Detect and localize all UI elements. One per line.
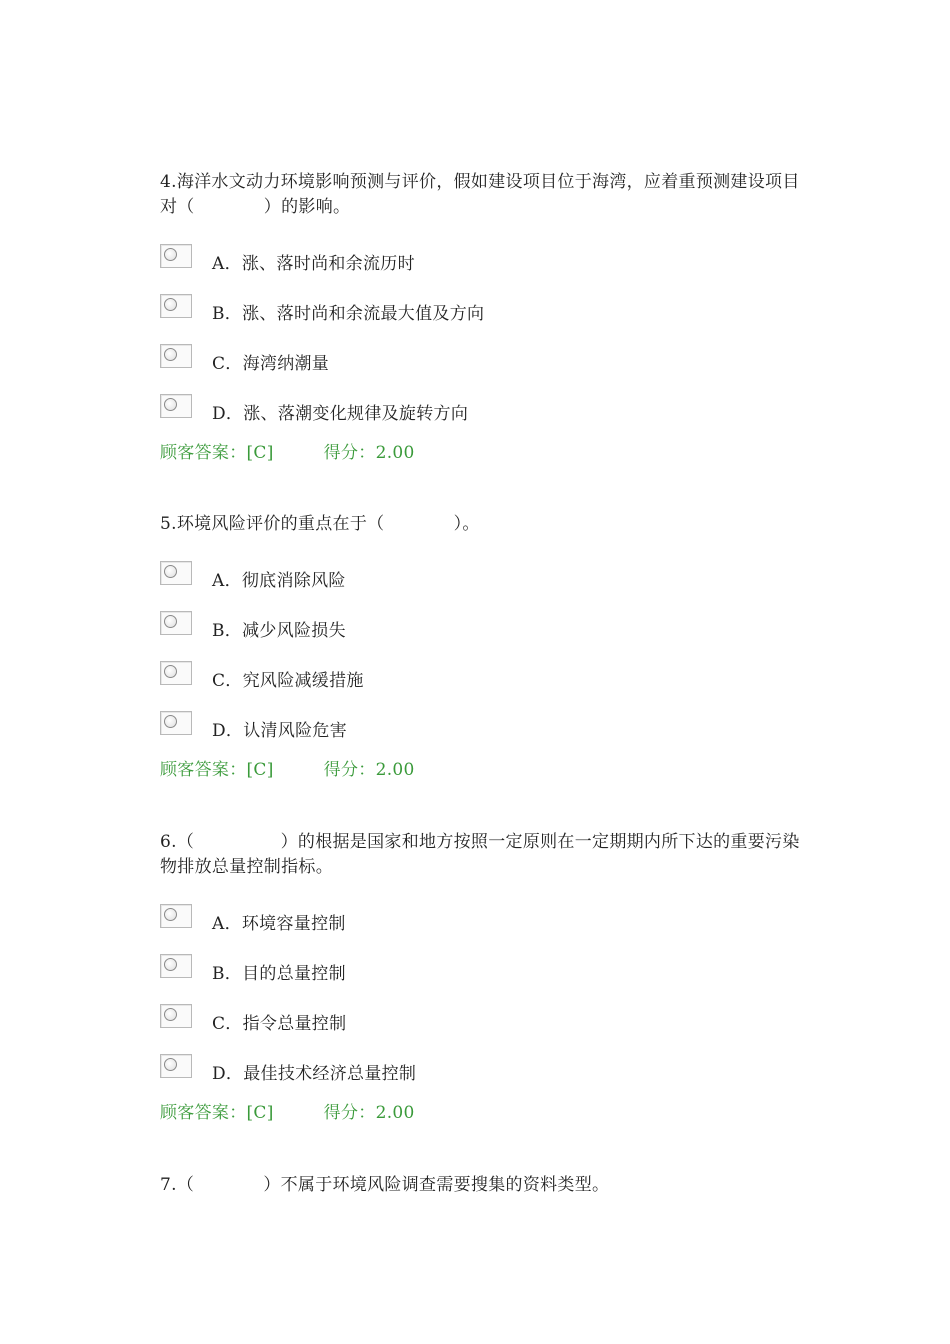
radio-button[interactable] xyxy=(160,294,192,318)
option-c[interactable] xyxy=(160,996,800,1046)
radio-button[interactable] xyxy=(160,661,192,685)
option-label: B．减少风险损失 xyxy=(212,620,346,641)
option-a[interactable] xyxy=(160,236,800,286)
option-label: D．认清风险危害 xyxy=(212,720,348,741)
option-a[interactable] xyxy=(160,896,800,946)
option-label: B．目的总量控制 xyxy=(212,963,346,984)
option-d[interactable] xyxy=(160,1046,800,1096)
option-label: C．究风险减缓措施 xyxy=(212,670,364,691)
radio-circle-icon xyxy=(164,1008,177,1021)
answer-result xyxy=(160,753,800,781)
score: 得分：2.00 xyxy=(323,759,415,780)
option-b[interactable] xyxy=(160,603,800,653)
radio-circle-icon xyxy=(164,1058,177,1071)
score: 得分：2.00 xyxy=(323,442,415,463)
radio-circle-icon xyxy=(164,398,177,411)
radio-circle-icon xyxy=(164,665,177,678)
question-5 xyxy=(160,512,800,781)
option-label: C．海湾纳潮量 xyxy=(212,353,330,374)
answer-result xyxy=(160,1096,800,1124)
option-b[interactable] xyxy=(160,946,800,996)
radio-circle-icon xyxy=(164,348,177,361)
option-list xyxy=(160,896,800,1096)
option-list xyxy=(160,236,800,436)
radio-circle-icon xyxy=(164,615,177,628)
question-text: 7.（ ）不属于环境风险调查需要搜集的资料类型。 xyxy=(160,1175,610,1195)
radio-button[interactable] xyxy=(160,711,192,735)
option-a[interactable] xyxy=(160,553,800,603)
radio-button[interactable] xyxy=(160,904,192,928)
question-6 xyxy=(160,830,800,1124)
radio-button[interactable] xyxy=(160,1054,192,1078)
radio-button[interactable] xyxy=(160,1004,192,1028)
question-text: 5.环境风险评价的重点在于（ ）。 xyxy=(160,514,480,534)
question-4 xyxy=(160,170,800,464)
question-text: 6.（ ）的根据是国家和地方按照一定原则在一定期期内所下达的重要污染物排放总量控制指标。 xyxy=(160,832,800,877)
option-label: A．环境容量控制 xyxy=(212,913,346,934)
radio-circle-icon xyxy=(164,715,177,728)
question-7 xyxy=(160,1173,800,1198)
radio-button[interactable] xyxy=(160,561,192,585)
option-list xyxy=(160,553,800,753)
option-label: D．最佳技术经济总量控制 xyxy=(212,1063,417,1084)
radio-circle-icon xyxy=(164,565,177,578)
customer-answer: 顾客答案：[C] xyxy=(160,442,274,463)
option-d[interactable] xyxy=(160,703,800,753)
option-label: B．涨、落时尚和余流最大值及方向 xyxy=(212,303,485,324)
option-label: A．涨、落时尚和余流历时 xyxy=(212,253,415,274)
option-label: A．彻底消除风险 xyxy=(212,570,346,591)
option-c[interactable] xyxy=(160,653,800,703)
option-b[interactable] xyxy=(160,286,800,336)
radio-button[interactable] xyxy=(160,611,192,635)
radio-circle-icon xyxy=(164,248,177,261)
option-label: C．指令总量控制 xyxy=(212,1013,347,1034)
customer-answer: 顾客答案：[C] xyxy=(160,759,274,780)
radio-button[interactable] xyxy=(160,344,192,368)
radio-circle-icon xyxy=(164,298,177,311)
radio-button[interactable] xyxy=(160,394,192,418)
score: 得分：2.00 xyxy=(323,1102,415,1123)
answer-result xyxy=(160,436,800,464)
option-c[interactable] xyxy=(160,336,800,386)
radio-circle-icon xyxy=(164,908,177,921)
customer-answer: 顾客答案：[C] xyxy=(160,1102,274,1123)
option-label: D．涨、落潮变化规律及旋转方向 xyxy=(212,403,469,424)
question-text: 4.海洋水文动力环境影响预测与评价，假如建设项目位于海湾，应着重预测建设项目对（ ）的影响。 xyxy=(160,172,800,217)
radio-button[interactable] xyxy=(160,244,192,268)
radio-circle-icon xyxy=(164,958,177,971)
option-d[interactable] xyxy=(160,386,800,436)
radio-button[interactable] xyxy=(160,954,192,978)
